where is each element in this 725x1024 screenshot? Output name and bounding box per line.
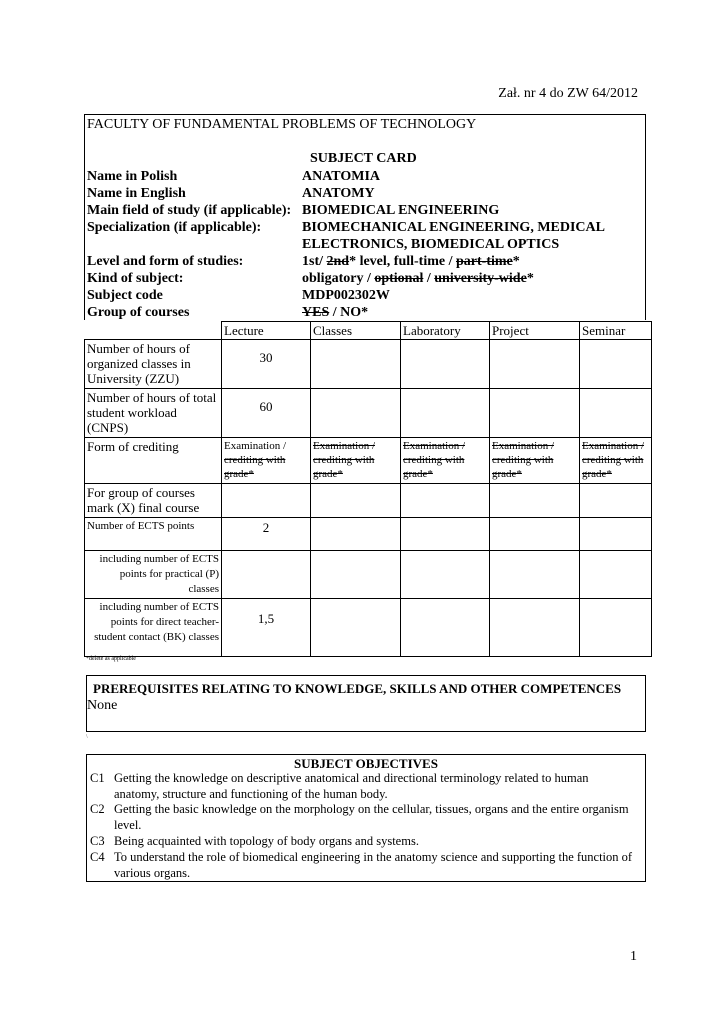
stray-mark: \ [86, 734, 88, 740]
objective-text: To understand the role of biomedical engineering in the anatomy science and supporting the function of various organs. [114, 850, 633, 880]
group-value: YES / NO* [302, 305, 369, 320]
ects-bk-lecture: 1,5 [222, 599, 311, 657]
annex-reference: Zał. nr 4 do ZW 64/2012 [498, 86, 638, 101]
zzu-lecture: 30 [222, 340, 311, 389]
level-value: 1st/ 2nd* level, full-time / part-time* [302, 254, 520, 269]
cnps-label: Number of hours of total student workload (CNPS) [85, 389, 222, 438]
crediting-lecture: Examination / crediting with grade* [222, 438, 311, 484]
objective-item [90, 834, 635, 850]
crediting-project: Examination / crediting with grade* [490, 438, 580, 484]
name-polish-value: ANATOMIA [302, 169, 381, 184]
header-classes: Classes [311, 322, 401, 340]
objective-text: Being acquainted with topology of body organs and systems. [114, 834, 419, 848]
objective-code: C3 [90, 834, 105, 848]
level-label: Level and form of studies: [87, 254, 244, 269]
name-english-value: ANATOMY [302, 186, 375, 201]
code-label: Subject code [87, 288, 163, 303]
table-row [85, 551, 652, 599]
footnote: *delete as applicable [86, 656, 136, 662]
prerequisites-body: None [87, 698, 118, 713]
specialization-value-line1: BIOMECHANICAL ENGINEERING, MEDICAL [302, 220, 605, 235]
cnps-lecture: 60 [222, 389, 311, 438]
ects-practical-label: including number of ECTS points for practical (P) classes [85, 551, 222, 599]
objective-text: Getting the basic knowledge on the morphology on the cellular, tissues, organs and the entire organism level. [114, 802, 629, 832]
table-row [85, 518, 652, 551]
group-courses-label: For group of courses mark (X) final course [85, 484, 222, 518]
card-title: SUBJECT CARD [310, 151, 417, 166]
field-label: Main field of study (if applicable): [87, 203, 292, 218]
table-row [85, 340, 652, 389]
table-row [85, 484, 652, 518]
header-laboratory: Laboratory [401, 322, 490, 340]
kind-value: obligatory / optional / university-wide* [302, 271, 534, 286]
objective-code: C2 [90, 802, 105, 816]
kind-label: Kind of subject: [87, 271, 184, 286]
field-value: BIOMEDICAL ENGINEERING [302, 203, 500, 218]
crediting-laboratory: Examination / crediting with grade* [401, 438, 490, 484]
header-seminar: Seminar [580, 322, 652, 340]
ects-bk-label: including number of ECTS points for direct teacher-student contact (BK) classes [85, 599, 222, 657]
specialization-value-line2: ELECTRONICS, BIOMEDICAL OPTICS [302, 237, 560, 252]
table-row [85, 389, 652, 438]
objective-item [90, 771, 635, 802]
objective-code: C1 [90, 771, 105, 785]
hours-table [84, 321, 652, 657]
group-label: Group of courses [87, 305, 190, 320]
header-project: Project [490, 322, 580, 340]
header-lecture: Lecture [222, 322, 311, 340]
objective-item [90, 850, 635, 881]
table-row [85, 599, 652, 657]
name-english-label: Name in English [87, 186, 186, 201]
name-polish-label: Name in Polish [87, 169, 178, 184]
crediting-classes: Examination / crediting with grade* [311, 438, 401, 484]
faculty-name: FACULTY OF FUNDAMENTAL PROBLEMS OF TECHNOLOGY [87, 117, 477, 132]
objective-item [90, 802, 635, 833]
page-number: 1 [630, 949, 637, 964]
prerequisites-title: PREREQUISITES RELATING TO KNOWLEDGE, SKILLS AND OTHER COMPETENCES [93, 681, 622, 696]
code-value: MDP002302W [302, 288, 390, 303]
table-header-row [85, 322, 652, 340]
crediting-seminar: Examination / crediting with grade* [580, 438, 652, 484]
ects-lecture: 2 [222, 518, 311, 551]
objectives-title: SUBJECT OBJECTIVES [294, 756, 438, 771]
ects-label: Number of ECTS points [85, 518, 222, 551]
objective-code: C4 [90, 850, 105, 864]
objective-text: Getting the knowledge on descriptive anatomical and directional terminology related to human anatomy, structure and functioning of the human body. [114, 771, 589, 801]
specialization-label: Specialization (if applicable): [87, 220, 262, 235]
crediting-label: Form of crediting [85, 438, 222, 484]
table-row [85, 438, 652, 484]
zzu-label: Number of hours of organized classes in University (ZZU) [85, 340, 222, 389]
